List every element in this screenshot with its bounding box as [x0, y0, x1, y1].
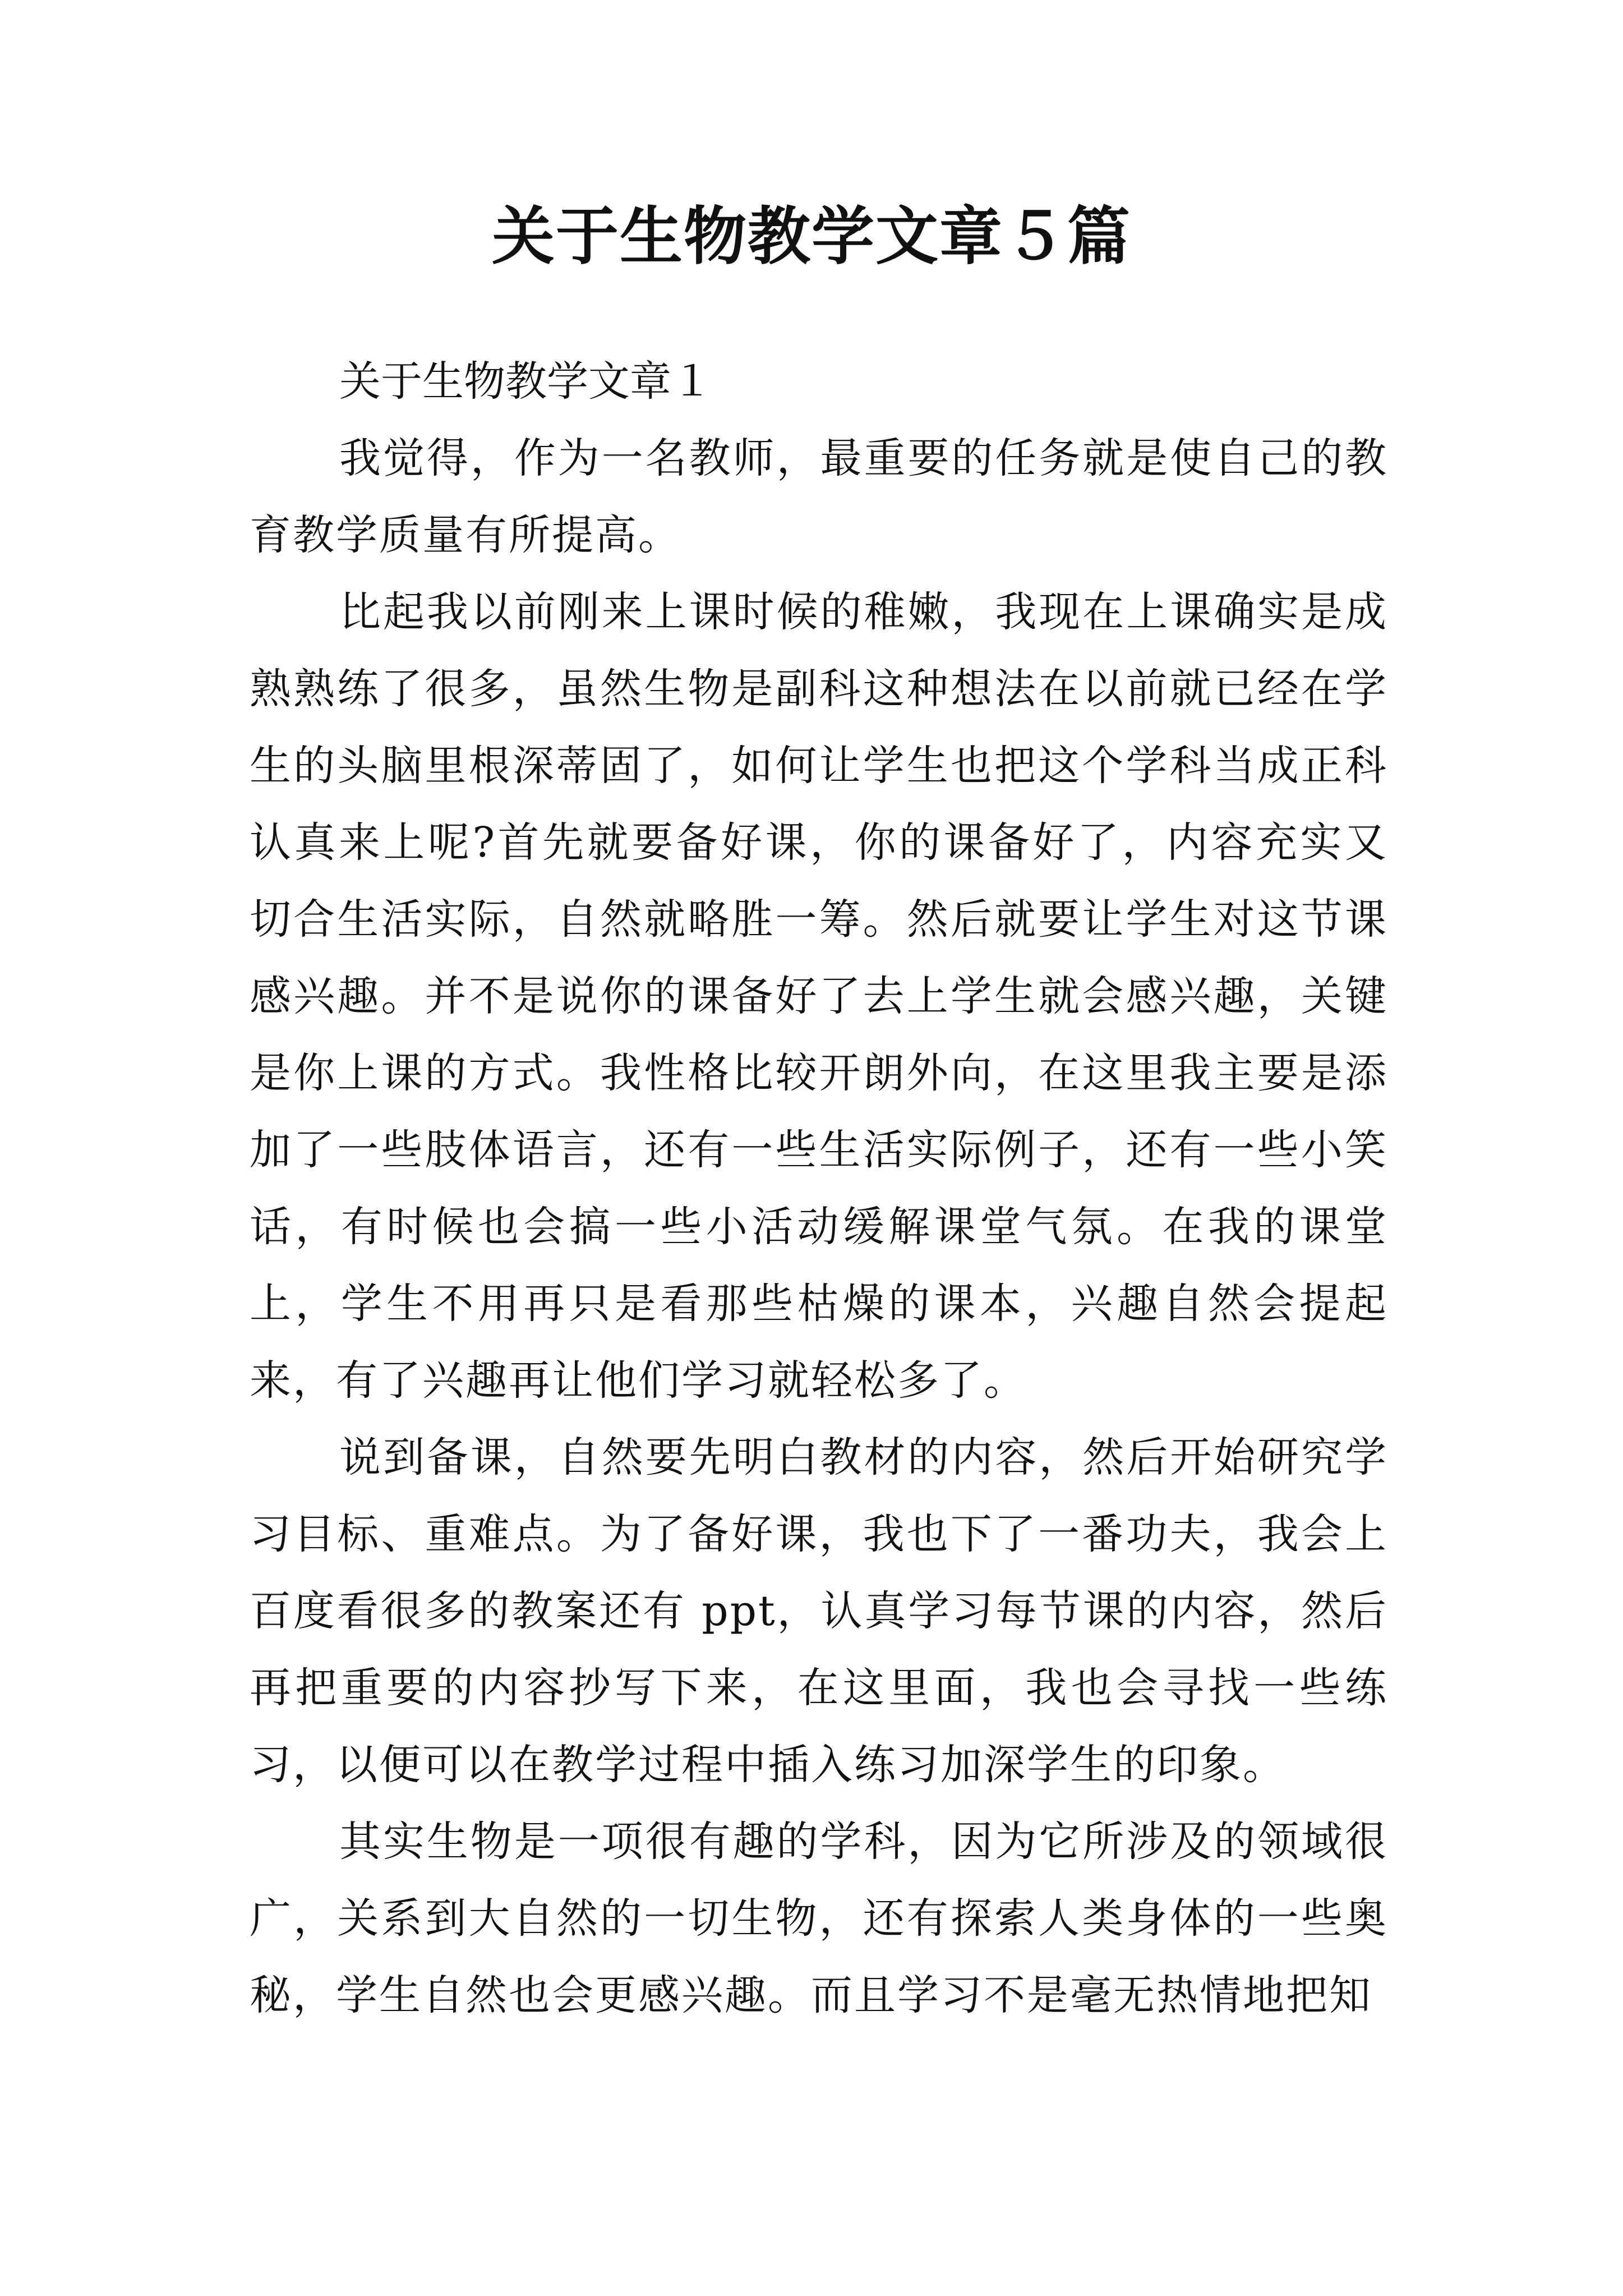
paragraph: 比起我以前刚来上课时候的稚嫩，我现在上课确实是成熟熟练了很多，虽然生物是副科这种想法在以前就已经在学生的头脑里根深蒂固了，如何让学生也把这个学科当成正科认真来上呢?首先就要备好课，你的课备好了，内容充实又切合生活实际，自然就略胜一筹。然后就要让学生对这节课感兴趣。并不是说你的课备好了去上学生就会感兴趣，关键是你上课的方式。我性格比较开朗外向，在这里我主要是添加了一些肢体语言，还有一些生活实际例子，还有一些小笑话，有时候也会搞一些小活动缓解课堂气氛。在我的课堂上，学生不用再只是看那些枯燥的课本，兴趣自然会提起来，有了兴趣再让他们学习就轻松多了。	[250, 588, 1388, 1405]
paragraph: 其实生物是一项很有趣的学科，因为它所涉及的领域很广，关系到大自然的一切生物，还有探索人类身体的一些奥秘，学生自然也会更感兴趣。而且学习不是毫无热情地把知	[250, 1818, 1388, 2019]
document-title: 关于生物教学文章５篇	[492, 200, 1131, 273]
document-body	[250, 343, 1388, 2034]
section-heading: 关于生物教学文章１	[339, 357, 713, 406]
paragraph: 我觉得，作为一名教师，最重要的任务就是使自己的教育教学质量有所提高。	[250, 434, 1388, 559]
paragraph: 说到备课，自然要先明白教材的内容，然后开始研究学习目标、重难点。为了备好课，我也下了一番功夫，我会上百度看很多的教案还有 ppt，认真学习每节课的内容，然后再把重要的内容抄写下来，在这里面，我也会寻找一些练习，以便可以在教学过程中插入练习加深学生的印象。	[250, 1433, 1388, 1789]
